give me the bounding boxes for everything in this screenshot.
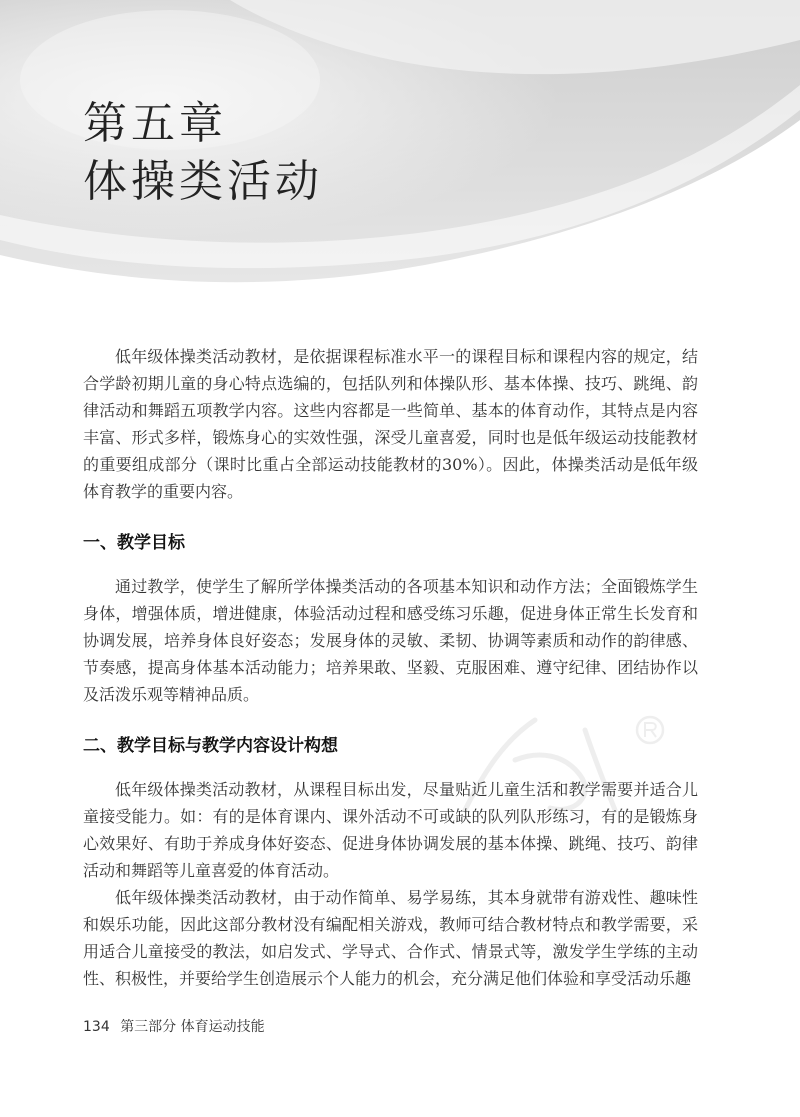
section-heading-teaching-goals: 一、教学目标 <box>83 533 185 553</box>
chapter-name: 体操类活动 <box>83 156 323 207</box>
footer-part-label: 第三部分 体育运动技能 <box>120 1019 265 1035</box>
section-heading-design-concept: 二、教学目标与教学内容设计构想 <box>83 736 338 756</box>
chapter-title <box>83 95 323 211</box>
section2-paragraph-1: 低年级体操类活动教材，从课程目标出发，尽量贴近儿童生活和教学需要并适合儿童接受能力。如：有的是体育课内、课外活动不可或缺的队列队形练习，有的是锻炼身心效果好、有助于养成身体好姿态、促进身体协调发展的基本体操、跳绳、技巧、韵律活动和舞蹈等儿童喜爱的体育活动。 <box>83 780 698 880</box>
page-footer <box>83 1016 265 1036</box>
section2-paragraph-2: 低年级体操类活动教材，由于动作简单、易学易练，其本身就带有游戏性、趣味性和娱乐功能，因此这部分教材没有编配相关游戏，教师可结合教材特点和教学需要，采用适合儿童接受的教法，如启发式、学导式、合作式、情景式等，激发学生学练的主动性、积极性，并要给学生创造展示个人能力的机会，充分满足他们体验和享受活动乐趣 <box>83 888 698 988</box>
chapter-number: 第五章 <box>83 98 227 149</box>
intro-paragraph: 低年级体操类活动教材，是依据课程标准水平一的课程目标和课程内容的规定，结合学龄初期儿童的身心特点选编的，包括队列和体操队形、基本体操、技巧、跳绳、韵律活动和舞蹈五项教学内容。这些内容都是一些简单、基本的体育动作，其特点是内容丰富、形式多样，锻炼身心的实效性强，深受儿童喜爱，同时也是低年级运动技能教材的重要组成部分（课时比重占全部运动技能教材的30%）。因此，体操类活动是低年级体育教学的重要内容。 <box>83 347 698 501</box>
page-number: 134 <box>83 1019 110 1035</box>
section1-paragraph: 通过教学，使学生了解所学体操类活动的各项基本知识和动作方法；全面锻炼学生身体，增强体质，增进健康，体验活动过程和感受练习乐趣，促进身体正常生长发育和协调发展，培养身体良好姿态；发展身体的灵敏、柔韧、协调等素质和动作的韵律感、节奏感，提高身体基本活动能力；培养果敢、坚毅、克服困难、遵守纪律、团结协作以及活泼乐观等精神品质。 <box>83 577 698 704</box>
main-content <box>83 343 698 992</box>
